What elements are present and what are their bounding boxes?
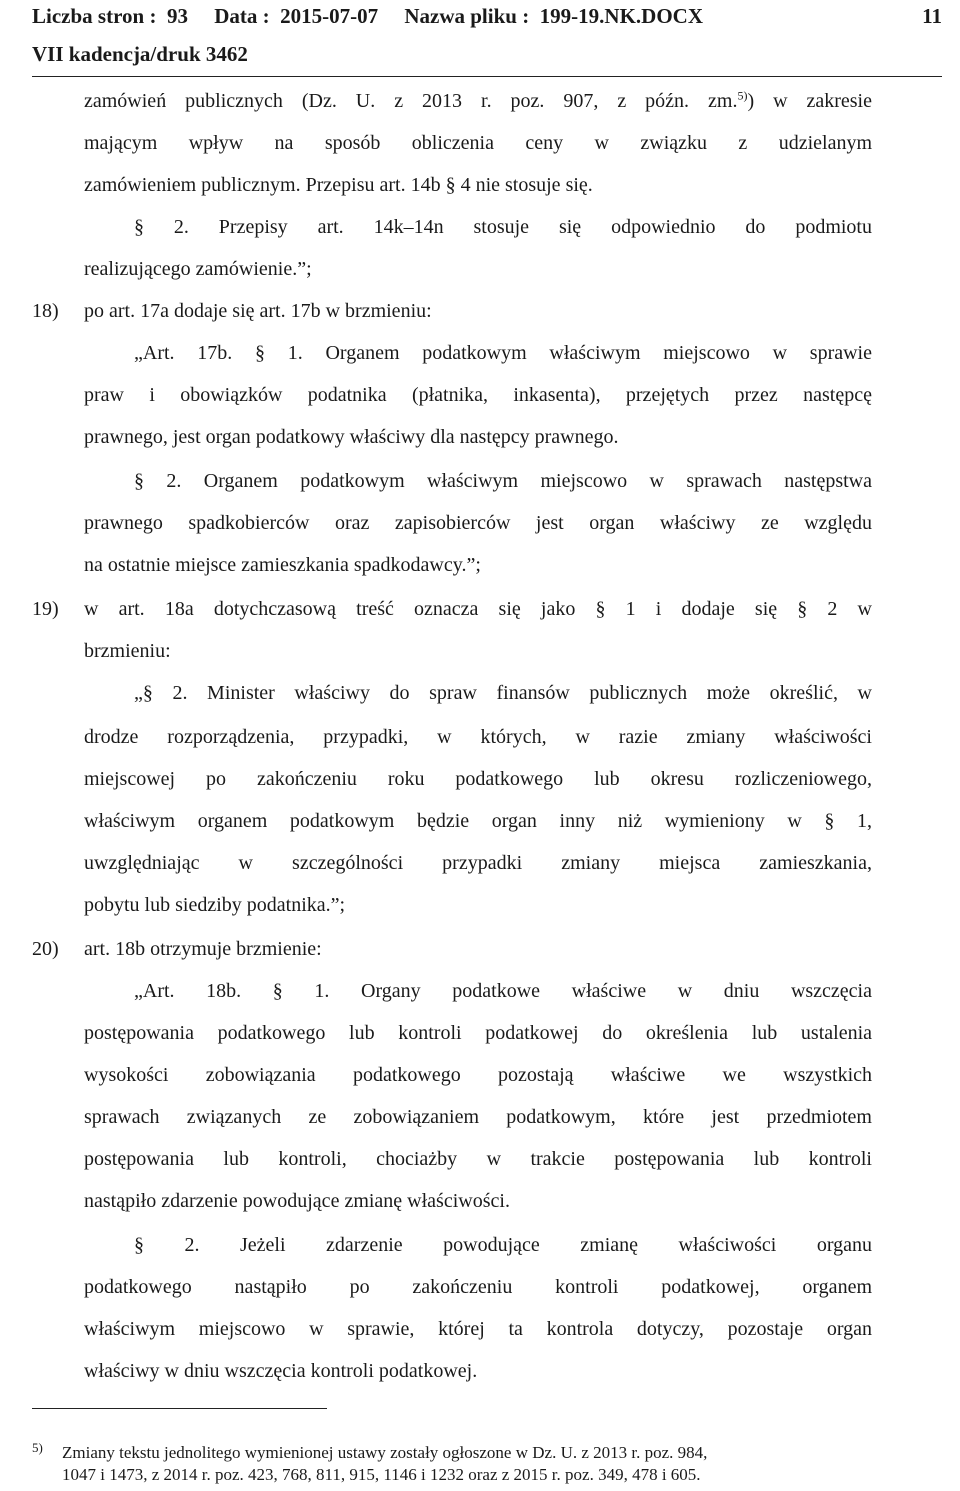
text-line: § 2. Przepisy art. 14k–14n stosuje się odpowiednio do podmiotu bbox=[134, 216, 872, 238]
text-line: postępowania podatkowego lub kontroli podatkowej do określenia lub ustalenia bbox=[84, 1022, 872, 1044]
text-line: realizującego zamówienie.”; bbox=[84, 258, 312, 280]
text-line: właściwym organem podatkowym będzie organ inny niż wymieniony w § 1, bbox=[84, 810, 872, 832]
footnote-text: Zmiany tekstu jednolitego wymienionej ustawy zostały ogłoszone w Dz. U. z 2013 r. poz. 984, bbox=[62, 1443, 708, 1462]
text-line: prawnego spadkobierców oraz zapisobierców jest organ właściwy ze względu bbox=[84, 512, 872, 534]
footnote-number: 5) bbox=[32, 1440, 43, 1455]
text-line: uwzględniając w szczególności przypadki zmiany miejsca zamieszkania, bbox=[84, 852, 872, 874]
page-number: 11 bbox=[922, 4, 942, 28]
text-line: brzmieniu: bbox=[84, 640, 171, 662]
item-number: 20) bbox=[32, 938, 59, 960]
text-line: właściwym miejscowo w sprawie, której ta kontrola dotyczy, pozostaje organ bbox=[84, 1318, 872, 1340]
text-line: nastąpiło zdarzenie powodujące zmianę właściwości. bbox=[84, 1190, 510, 1212]
text-line: wysokości zobowiązania podatkowego pozostają właściwe we wszystkich bbox=[84, 1064, 872, 1086]
text-line: sprawach związanych ze zobowiązaniem podatkowym, które jest przedmiotem bbox=[84, 1106, 872, 1128]
item-number: 18) bbox=[32, 300, 59, 322]
text-line: w art. 18a dotychczasową treść oznacza się jako § 1 i dodaje się § 2 w bbox=[84, 598, 872, 620]
text-line: postępowania lub kontroli, chociażby w trakcie postępowania lub kontroli bbox=[84, 1148, 872, 1170]
text-line: § 2. Jeżeli zdarzenie powodujące zmianę właściwości organu bbox=[134, 1234, 872, 1256]
text-line: art. 18b otrzymuje brzmienie: bbox=[84, 938, 322, 960]
text-line: na ostatnie miejsce zamieszkania spadkodawcy.”; bbox=[84, 554, 481, 576]
header-divider bbox=[32, 76, 942, 77]
text-line: zamówień publicznych (Dz. U. z 2013 r. poz. 907, z późn. zm.$^{5)}$) w zakresie bbox=[84, 88, 872, 112]
text-line: „Art. 18b. § 1. Organy podatkowe właściwe w dniu wszczęcia bbox=[134, 980, 872, 1002]
text-line: po art. 17a dodaje się art. 17b w brzmieniu: bbox=[84, 300, 432, 322]
footnote-reference: 5) bbox=[737, 88, 748, 103]
text-line: podatkowego nastąpiło po zakończeniu kontroli podatkowej, organem bbox=[84, 1276, 872, 1298]
text-line: „Art. 17b. § 1. Organem podatkowym właściwym miejscowo w sprawie bbox=[134, 342, 872, 364]
text-line: miejscowej po zakończeniu roku podatkowego lub okresu rozliczeniowego, bbox=[84, 768, 872, 790]
text-line: prawnego, jest organ podatkowy właściwy dla następcy prawnego. bbox=[84, 426, 619, 448]
document-header-info: Liczba stron : 93 Data : 2015-07-07 Nazwa pliku : 199-19.NK.DOCX bbox=[32, 4, 704, 28]
text-line: drodze rozporządzenia, przypadki, w których, w razie zmiany właściwości bbox=[84, 726, 872, 748]
text-line: pobytu lub siedziby podatnika.”; bbox=[84, 894, 346, 916]
text-line: § 2. Organem podatkowym właściwym miejscowo w sprawach następstwa bbox=[134, 470, 872, 492]
text-line: właściwy w dniu wszczęcia kontroli podatkowej. bbox=[84, 1360, 478, 1382]
footnote-text: 1047 i 1473, z 2014 r. poz. 423, 768, 811, 915, 1146 i 1232 oraz z 2015 r. poz. 349, 478 i 605. bbox=[62, 1465, 701, 1484]
text-line: „§ 2. Minister właściwy do spraw finansów publicznych może określić, w bbox=[134, 682, 872, 704]
text-line: mającym wpływ na sposób obliczenia ceny w związku z udzielanym bbox=[84, 132, 872, 154]
text-line: praw i obowiązków podatnika (płatnika, inkasenta), przejętych przez następcę bbox=[84, 384, 872, 406]
item-number: 19) bbox=[32, 598, 59, 620]
document-header-print-number: VII kadencja/druk 3462 bbox=[32, 42, 248, 66]
footnote-divider bbox=[32, 1408, 327, 1409]
text-line: zamówieniem publicznym. Przepisu art. 14b § 4 nie stosuje się. bbox=[84, 174, 593, 196]
